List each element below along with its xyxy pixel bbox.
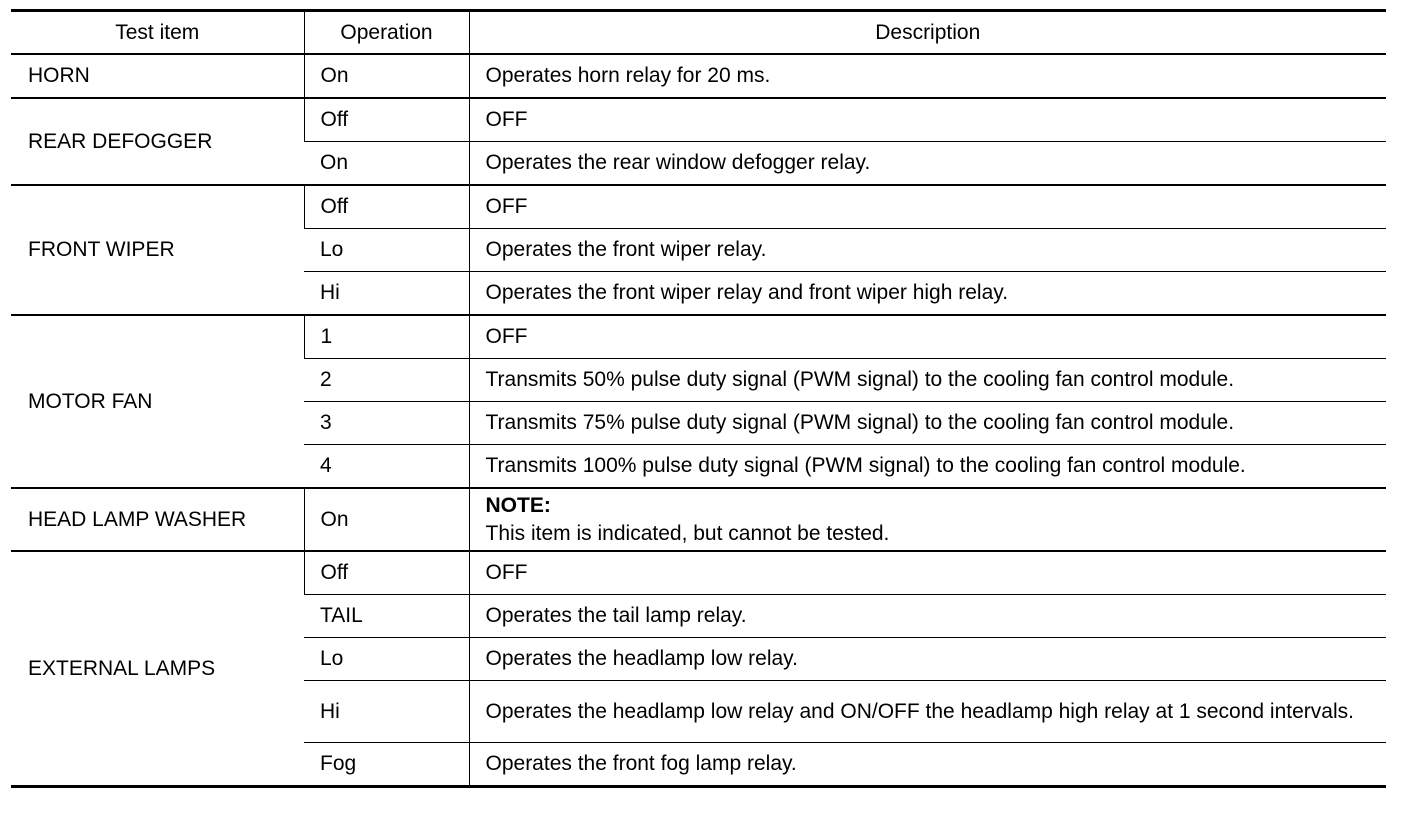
- description-cell: Transmits 100% pulse duty signal (PWM signal) to the cooling fan control module.: [469, 445, 1386, 489]
- description-cell: Operates the rear window defogger relay.: [469, 142, 1386, 186]
- description-cell: Transmits 75% pulse duty signal (PWM signal) to the cooling fan control module.: [469, 402, 1386, 445]
- operation-cell: 2: [304, 359, 469, 402]
- operation-cell: Lo: [304, 638, 469, 681]
- table-row: [11, 98, 1386, 142]
- header-test-item: Test item: [11, 11, 304, 55]
- test-item-cell: REAR DEFOGGER: [11, 98, 304, 185]
- test-item-cell: MOTOR FAN: [11, 315, 304, 488]
- operation-cell: On: [304, 488, 469, 551]
- table-row: [11, 551, 1386, 595]
- test-item-cell: HEAD LAMP WASHER: [11, 488, 304, 551]
- table-header-row: [11, 11, 1386, 55]
- note-label: NOTE:: [485, 493, 551, 517]
- operation-cell: Off: [304, 185, 469, 229]
- description-cell: Operates the front wiper relay.: [469, 229, 1386, 272]
- header-operation: Operation: [304, 11, 469, 55]
- test-item-table: [11, 9, 1386, 788]
- table-row: [11, 488, 1386, 551]
- operation-cell: Hi: [304, 272, 469, 316]
- operation-cell: Lo: [304, 229, 469, 272]
- operation-cell: Fog: [320, 752, 357, 775]
- description-cell: [469, 488, 1386, 551]
- table-row: [11, 185, 1386, 229]
- note-text: This item is indicated, but cannot be tested.: [485, 521, 890, 545]
- test-item-cell: HORN: [11, 54, 304, 98]
- description-cell: Operates the headlamp low relay and ON/OFF the headlamp high relay at 1 second intervals.: [469, 681, 1386, 743]
- operation-cell: Hi: [304, 681, 469, 743]
- description-cell: Transmits 50% pulse duty signal (PWM signal) to the cooling fan control module.: [469, 359, 1386, 402]
- operation-cell: 4: [304, 445, 469, 489]
- operation-cell: TAIL: [304, 595, 469, 638]
- operation-cell: Off: [304, 98, 469, 142]
- description-cell: Operates the tail lamp relay.: [469, 595, 1386, 638]
- description-cell: Operates horn relay for 20 ms.: [469, 54, 1386, 98]
- test-item-cell: FRONT WIPER: [11, 185, 304, 315]
- description-cell: Operates the front fog lamp relay.: [469, 743, 1386, 787]
- description-cell: OFF: [469, 315, 1386, 359]
- operation-cell: 3: [304, 402, 469, 445]
- operation-cell: Off: [304, 551, 469, 595]
- description-cell: OFF: [469, 185, 1386, 229]
- description-cell: Operates the front wiper relay and front wiper high relay.: [469, 272, 1386, 316]
- description-cell: OFF: [469, 98, 1386, 142]
- table-row: [11, 315, 1386, 359]
- table-row: [11, 54, 1386, 98]
- description-cell: OFF: [469, 551, 1386, 595]
- operation-cell: On: [304, 54, 469, 98]
- operation-cell: 1: [304, 315, 469, 359]
- operation-cell: On: [304, 142, 469, 186]
- test-item-cell: EXTERNAL LAMPS: [28, 656, 216, 680]
- header-description: Description: [469, 11, 1386, 55]
- description-cell: Operates the headlamp low relay.: [469, 638, 1386, 681]
